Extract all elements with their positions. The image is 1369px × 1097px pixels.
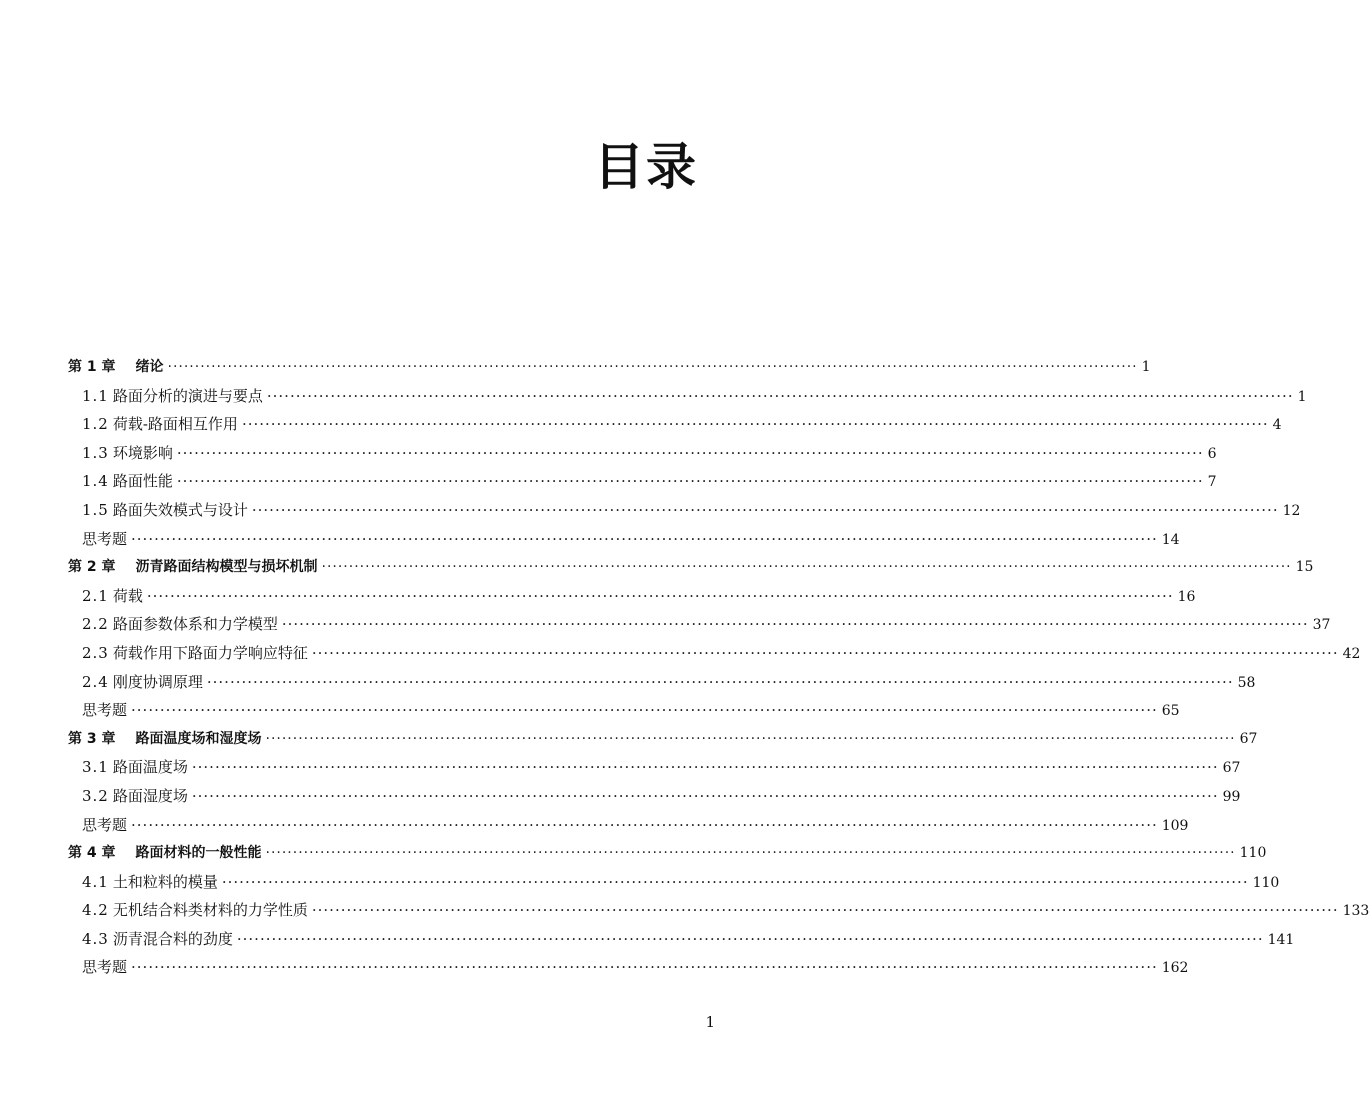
toc-entry-page: 67 xyxy=(1239,730,1258,747)
toc-entry-title: 土和粒料的模量 xyxy=(112,872,218,891)
dot-leader xyxy=(312,644,1339,662)
toc-entry-number: 第 1 章 xyxy=(68,359,116,375)
toc-entry-page: 12 xyxy=(1282,502,1301,519)
toc-section-entry[interactable] xyxy=(68,442,1217,471)
toc-entry-title: 绪论 xyxy=(135,359,164,375)
toc-entry-page: 162 xyxy=(1161,960,1189,977)
toc-section-entry[interactable] xyxy=(68,385,1307,414)
toc-section-entry[interactable] xyxy=(68,613,1331,642)
dot-leader xyxy=(131,701,1158,719)
toc-entry-number: 第 3 章 xyxy=(68,730,116,747)
toc-section-entry[interactable] xyxy=(68,528,1180,557)
dot-leader xyxy=(147,587,1174,605)
toc-entry-number: 2.2 xyxy=(82,615,109,634)
toc-section-entry[interactable] xyxy=(68,585,1196,614)
toc-entry-page: 37 xyxy=(1312,617,1331,634)
dot-leader xyxy=(267,387,1294,405)
toc-chapter-entry[interactable] xyxy=(68,842,1267,871)
toc-section-entry[interactable] xyxy=(68,699,1180,728)
toc-chapter-entry[interactable] xyxy=(68,356,1151,385)
toc-entry-number: 4.3 xyxy=(82,929,109,948)
toc-entry-number: 3.2 xyxy=(82,786,109,805)
dot-leader xyxy=(207,673,1234,691)
toc-entry-title: 思考题 xyxy=(82,529,128,548)
toc-entry-title: 思考题 xyxy=(82,958,128,977)
toc-entry-number: 2.4 xyxy=(82,672,109,691)
toc-entry-number: 1.5 xyxy=(82,500,109,519)
toc-entry-page: 99 xyxy=(1222,788,1241,805)
dot-leader xyxy=(266,845,1236,861)
dot-leader xyxy=(266,731,1236,747)
toc-entry-page: 133 xyxy=(1342,903,1369,920)
toc-entry-title: 路面温度场 xyxy=(112,758,188,777)
toc-entry-title: 思考题 xyxy=(82,815,128,834)
toc-section-entry[interactable] xyxy=(68,756,1241,785)
toc-entry-title: 路面温度场和湿度场 xyxy=(135,730,262,747)
toc-entry-page: 110 xyxy=(1239,845,1267,862)
toc-section-entry[interactable] xyxy=(68,671,1256,700)
toc-chapter-entry[interactable] xyxy=(68,556,1314,585)
toc-chapter-entry[interactable] xyxy=(68,728,1258,757)
toc-section-entry[interactable] xyxy=(68,413,1282,442)
dot-leader xyxy=(131,530,1158,548)
toc-entry-page: 15 xyxy=(1295,559,1314,576)
dot-leader xyxy=(322,559,1292,575)
dot-leader xyxy=(237,930,1264,948)
toc-section-entry[interactable] xyxy=(68,871,1280,900)
toc-entry-page: 16 xyxy=(1177,588,1196,605)
toc-entry-page: 4 xyxy=(1272,417,1282,434)
toc-entry-number: 第 4 章 xyxy=(68,845,116,862)
dot-leader xyxy=(252,501,1279,519)
toc-entry-title: 刚度协调原理 xyxy=(112,672,203,691)
toc-entry-number: 2.1 xyxy=(82,586,109,605)
page-title: 目录 xyxy=(594,138,698,196)
dot-leader xyxy=(192,758,1219,776)
toc-entry-number: 2.3 xyxy=(82,643,109,662)
page-number: 1 xyxy=(705,1013,715,1031)
toc-entry-number: 第 2 章 xyxy=(68,559,116,576)
toc-entry-number: 4.1 xyxy=(82,872,109,891)
toc-entry-title: 路面性能 xyxy=(112,472,173,491)
toc-entry-title: 路面湿度场 xyxy=(112,786,188,805)
toc-entry-title: 路面分析的演进与要点 xyxy=(112,386,263,405)
toc-entry-title: 思考题 xyxy=(82,701,128,720)
toc-entry-page: 14 xyxy=(1161,531,1180,548)
toc-entry-page: 7 xyxy=(1207,474,1217,491)
dot-leader xyxy=(131,816,1158,834)
table-of-contents xyxy=(68,356,1369,985)
toc-entry-title: 沥青路面结构模型与损坏机制 xyxy=(135,559,318,576)
toc-entry-page: 1 xyxy=(1297,388,1307,405)
toc-section-entry[interactable] xyxy=(68,928,1295,957)
toc-entry-number: 1.3 xyxy=(82,443,109,462)
dot-leader xyxy=(177,444,1204,462)
toc-entry-title: 荷载 xyxy=(112,586,143,605)
toc-entry-title: 路面参数体系和力学模型 xyxy=(112,615,278,634)
toc-section-entry[interactable] xyxy=(68,956,1189,985)
toc-section-entry[interactable] xyxy=(68,499,1301,528)
toc-entry-number: 1.4 xyxy=(82,472,109,491)
toc-entry-page: 141 xyxy=(1267,931,1295,948)
toc-entry-title: 荷载作用下路面力学响应特征 xyxy=(112,643,308,662)
toc-entry-title: 荷载-路面相互作用 xyxy=(112,415,238,434)
toc-entry-page: 6 xyxy=(1207,445,1217,462)
toc-entry-title: 沥青混合料的劲度 xyxy=(112,929,233,948)
toc-entry-title: 路面材料的一般性能 xyxy=(135,845,262,862)
dot-leader xyxy=(192,787,1219,805)
toc-entry-number: 4.2 xyxy=(82,901,109,920)
toc-section-entry[interactable] xyxy=(68,642,1361,671)
toc-entry-page: 42 xyxy=(1342,645,1361,662)
toc-section-entry[interactable] xyxy=(68,814,1189,843)
toc-entry-page: 109 xyxy=(1161,817,1189,834)
dot-leader xyxy=(242,415,1269,433)
dot-leader xyxy=(168,359,1138,375)
toc-entry-number: 1.2 xyxy=(82,415,109,434)
toc-entry-page: 58 xyxy=(1237,674,1256,691)
toc-section-entry[interactable] xyxy=(68,785,1241,814)
toc-entry-number: 3.1 xyxy=(82,758,109,777)
toc-entry-title: 无机结合料类材料的力学性质 xyxy=(112,901,308,920)
dot-leader xyxy=(131,958,1158,976)
toc-section-entry[interactable] xyxy=(68,899,1369,928)
toc-entry-page: 67 xyxy=(1222,760,1241,777)
toc-entry-page: 1 xyxy=(1141,359,1151,375)
toc-entry-title: 环境影响 xyxy=(112,443,173,462)
toc-entry-number: 1.1 xyxy=(82,386,109,405)
dot-leader xyxy=(222,873,1249,891)
toc-entry-page: 65 xyxy=(1161,703,1180,720)
toc-entry-title: 路面失效模式与设计 xyxy=(112,500,248,519)
toc-entry-page: 110 xyxy=(1252,874,1280,891)
toc-section-entry[interactable] xyxy=(68,470,1217,499)
dot-leader xyxy=(312,901,1339,919)
dot-leader xyxy=(177,472,1204,490)
dot-leader xyxy=(282,615,1309,633)
